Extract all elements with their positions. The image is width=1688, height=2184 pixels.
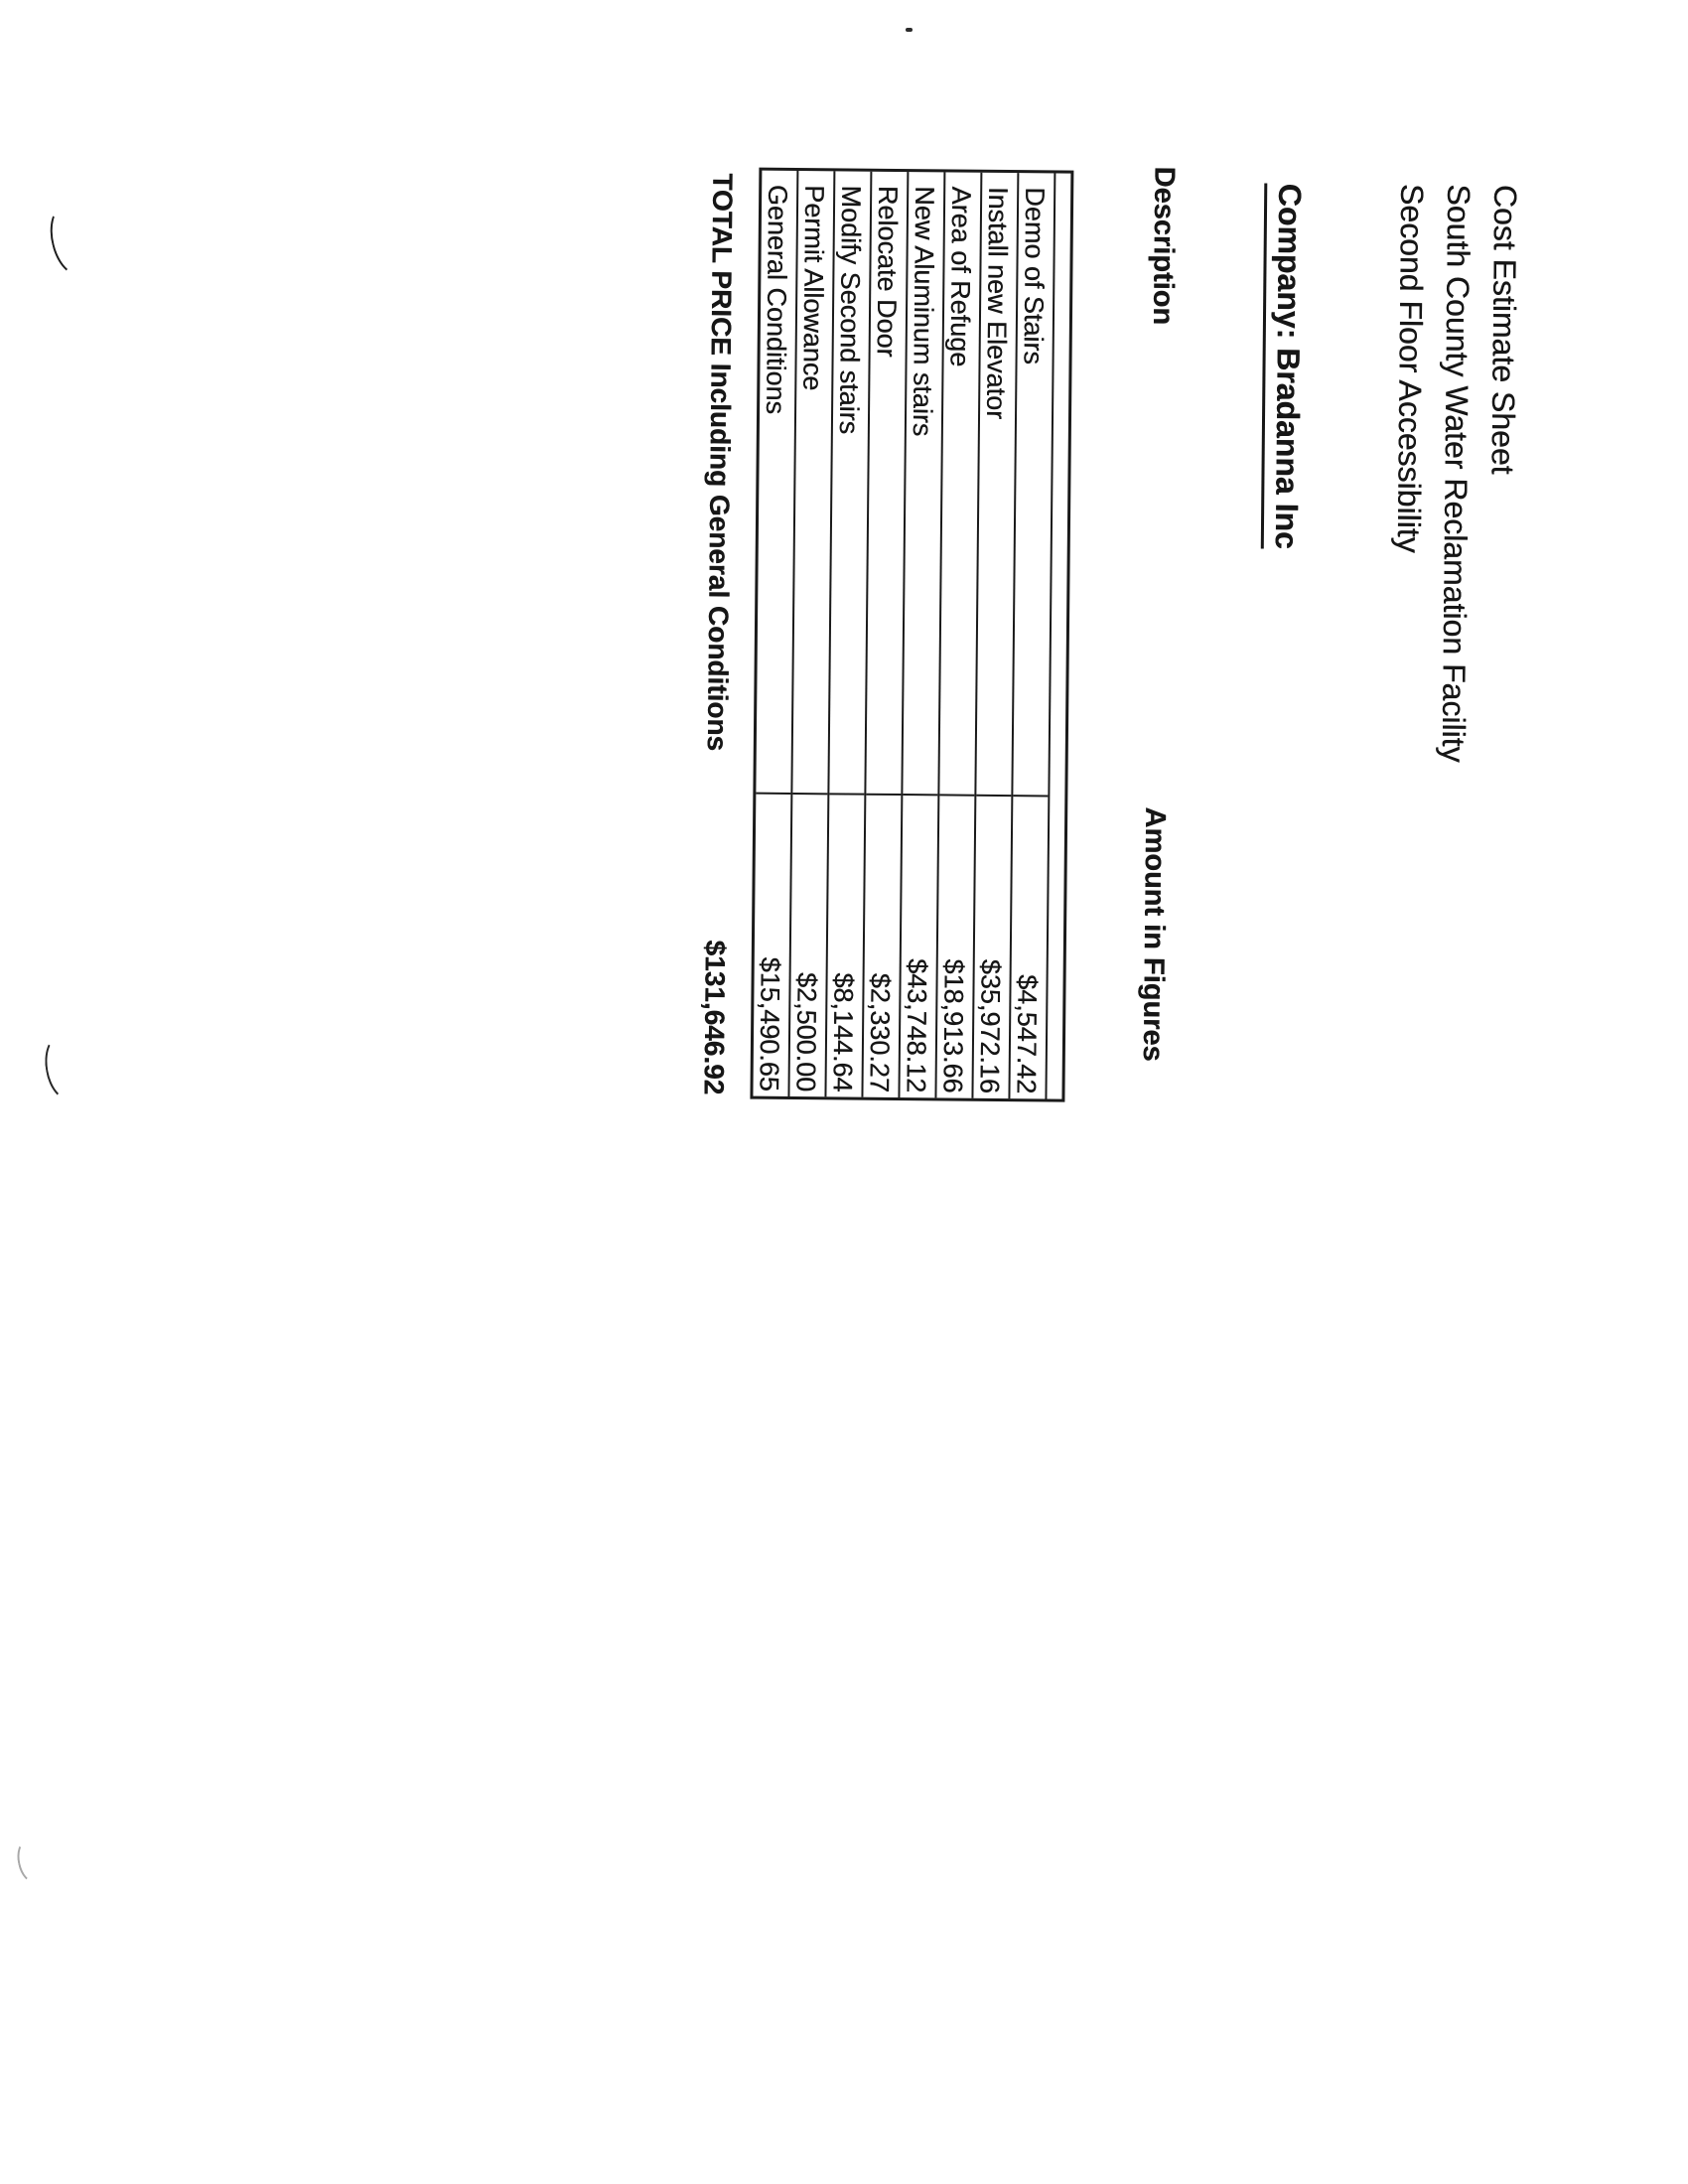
row-amount: $18,913.66 (936, 794, 974, 1097)
row-amount: $8,144.64 (826, 793, 864, 1096)
row-amount: $43,748.12 (900, 794, 937, 1097)
row-amount: $35,972.16 (973, 795, 1011, 1098)
row-description: Install new Elevator (981, 186, 1014, 420)
row-description: General Conditions (761, 184, 793, 415)
amount-column-header: Amount in Figures (1136, 806, 1172, 1062)
total-price-amount: $131,646.92 (698, 940, 731, 1095)
project-scope: Second Floor Accessibility (1390, 183, 1431, 553)
row-description: Modify Second stairs (833, 185, 867, 435)
row-description: Relocate Door (871, 185, 904, 358)
row-amount: $15,490.65 (753, 793, 790, 1096)
description-column-header: Description (1146, 166, 1181, 326)
row-description: Permit Allowance (797, 185, 830, 391)
company-line: Company: Bradanna Inc (1261, 184, 1309, 549)
row-description: New Aluminum stairs (907, 186, 940, 437)
cost-table (750, 168, 1073, 1102)
row-amount: $2,500.00 (789, 793, 827, 1096)
total-price-label: TOTAL PRICE Including General Conditions (701, 173, 739, 752)
row-amount: $4,547.42 (1010, 795, 1048, 1098)
row-description: Demo of Stairs (1018, 187, 1051, 364)
row-description: Area of Refuge (944, 186, 977, 367)
document-title: Cost Estimate Sheet (1484, 184, 1524, 475)
row-amount: $2,330.27 (863, 794, 901, 1097)
project-name: South County Water Reclamation Facility (1435, 184, 1477, 763)
document-title-block (1383, 184, 1529, 763)
cost-table-rows (753, 171, 1054, 1099)
